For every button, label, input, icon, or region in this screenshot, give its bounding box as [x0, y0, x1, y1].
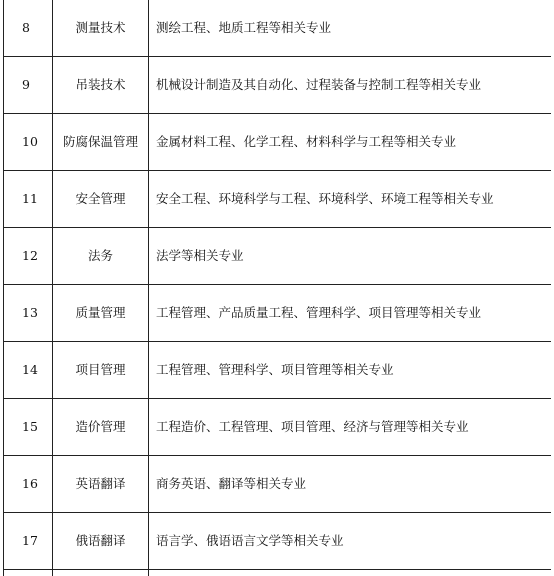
- row-number: 17: [4, 513, 53, 570]
- required-majors: 工程造价、工程管理、项目管理、经济与管理等相关专业: [149, 399, 552, 456]
- required-majors: 安全工程、环境科学与工程、环境科学、环境工程等相关专业: [149, 171, 552, 228]
- position-name: 项目管理: [53, 342, 149, 399]
- row-number: 8: [4, 0, 53, 57]
- position-name: 安全管理: [53, 171, 149, 228]
- position-name: 英语翻译: [53, 456, 149, 513]
- recruitment-table-container: [3, 0, 551, 576]
- required-majors-empty: [149, 570, 552, 576]
- table-row: [4, 228, 552, 285]
- required-majors: 测绘工程、地质工程等相关专业: [149, 0, 552, 57]
- recruitment-table: [3, 0, 551, 576]
- table-row-partial: [4, 570, 552, 576]
- row-number: 12: [4, 228, 53, 285]
- row-number: 14: [4, 342, 53, 399]
- row-number: 16: [4, 456, 53, 513]
- required-majors: 商务英语、翻译等相关专业: [149, 456, 552, 513]
- table-row: [4, 171, 552, 228]
- row-number: 10: [4, 114, 53, 171]
- table-row: [4, 0, 552, 57]
- position-name: 法务: [53, 228, 149, 285]
- required-majors: 工程管理、管理科学、项目管理等相关专业: [149, 342, 552, 399]
- position-name: 造价管理: [53, 399, 149, 456]
- position-name: 质量管理: [53, 285, 149, 342]
- table-row: [4, 456, 552, 513]
- position-name-empty: [53, 570, 149, 576]
- table-row: [4, 342, 552, 399]
- position-name: 吊装技术: [53, 57, 149, 114]
- row-number: 15: [4, 399, 53, 456]
- table-row: [4, 285, 552, 342]
- table-row: [4, 57, 552, 114]
- table-row: [4, 399, 552, 456]
- required-majors: 语言学、俄语语言文学等相关专业: [149, 513, 552, 570]
- row-number: 13: [4, 285, 53, 342]
- row-number: 11: [4, 171, 53, 228]
- required-majors: 法学等相关专业: [149, 228, 552, 285]
- required-majors: 金属材料工程、化学工程、材料科学与工程等相关专业: [149, 114, 552, 171]
- required-majors: 工程管理、产品质量工程、管理科学、项目管理等相关专业: [149, 285, 552, 342]
- position-name: 俄语翻译: [53, 513, 149, 570]
- table-row: [4, 513, 552, 570]
- position-name: 防腐保温管理: [53, 114, 149, 171]
- position-name: 测量技术: [53, 0, 149, 57]
- table-row: [4, 114, 552, 171]
- row-number: 9: [4, 57, 53, 114]
- required-majors: 机械设计制造及其自动化、过程装备与控制工程等相关专业: [149, 57, 552, 114]
- row-number-empty: [4, 570, 53, 576]
